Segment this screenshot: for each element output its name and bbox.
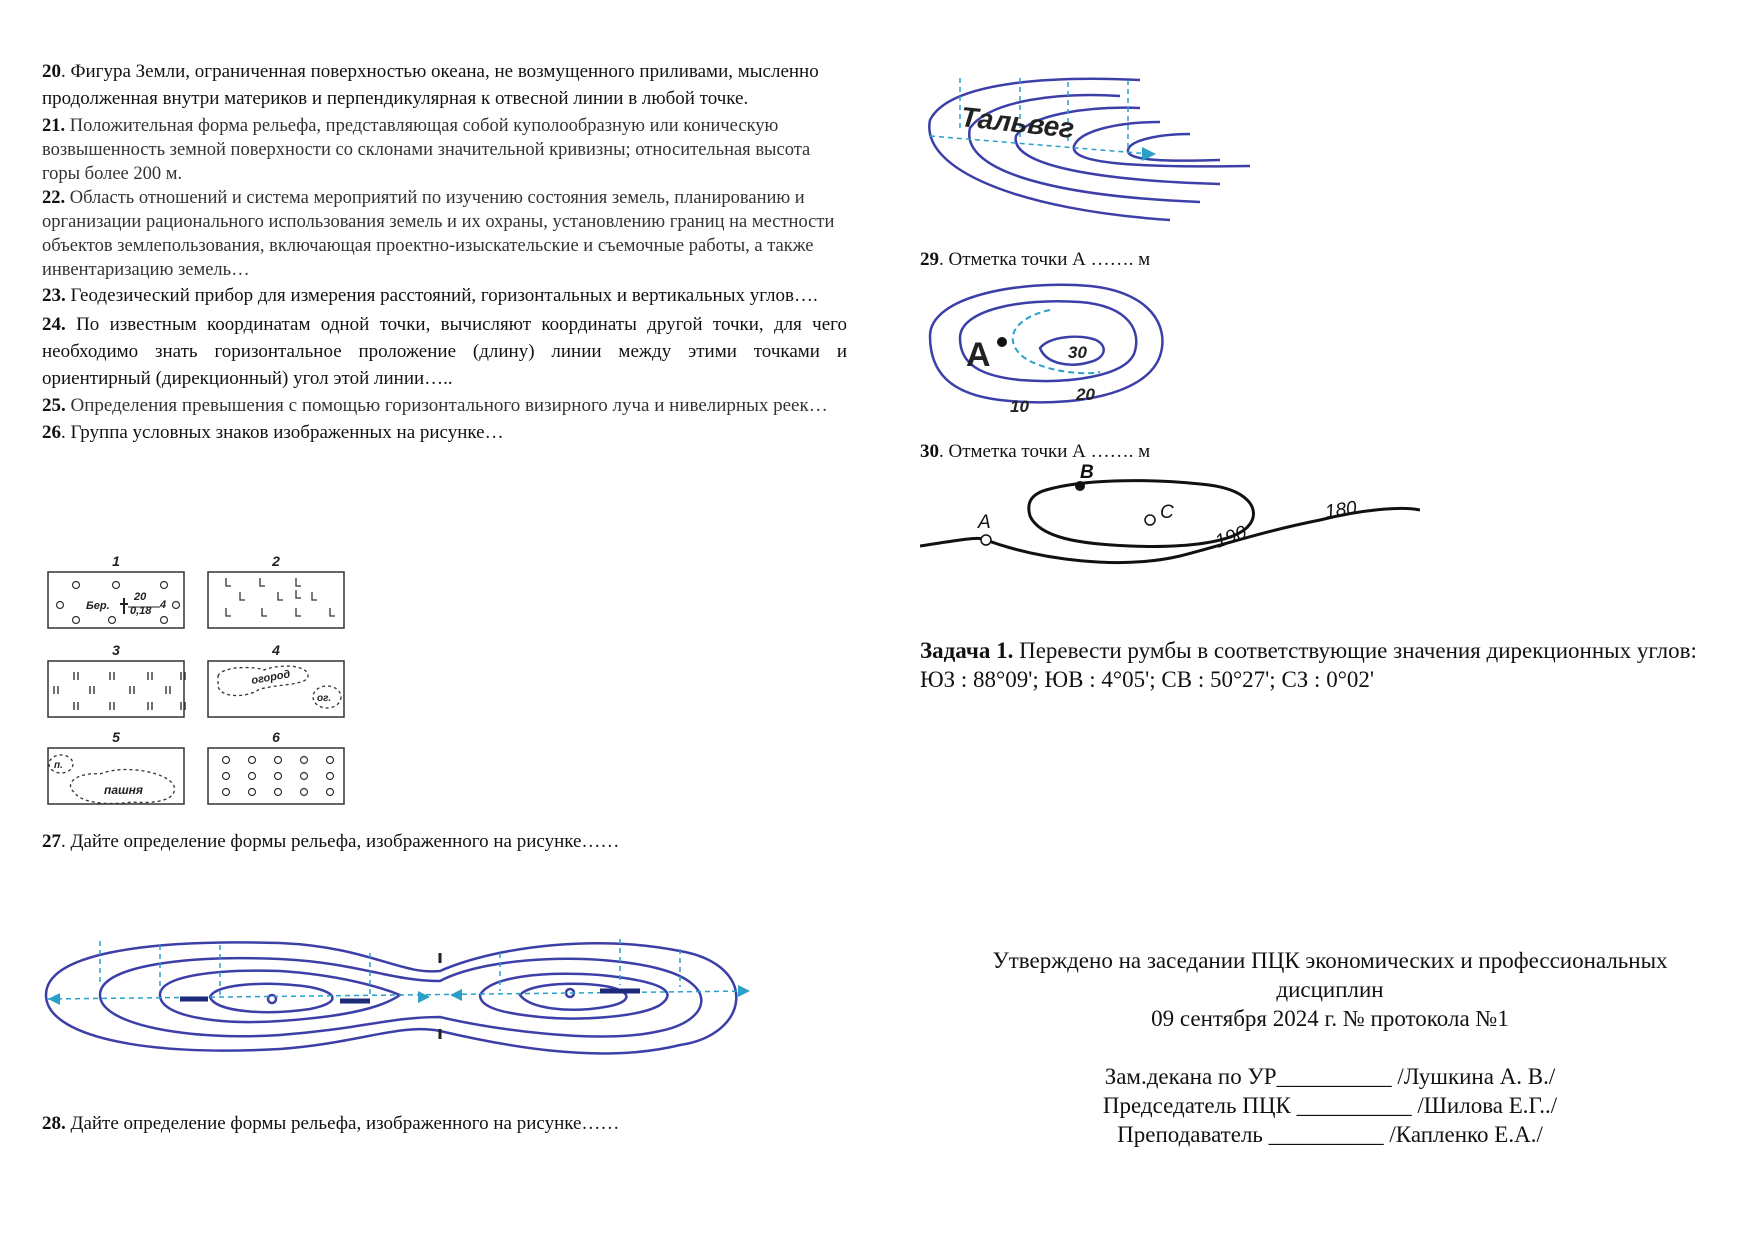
- hill-contour-figure: [920, 276, 1180, 416]
- fig30-label-190: 190: [1212, 522, 1250, 553]
- saddle-contour-figure: [40, 925, 760, 1085]
- contour-label-30: 30: [1068, 343, 1087, 362]
- question-27: 27. Дайте определение формы рельефа, изображенного на рисунке……: [42, 831, 620, 852]
- signature-teacher: Преподаватель __________ /Капленко Е.А./: [1117, 1122, 1543, 1147]
- panel-number-2: 2: [272, 553, 280, 569]
- question-22: 22. Область отношений и система мероприятий по изучению состояния земель, планированию и организации рационального использования земель и их охраны, установлению границ на местности объектов землепользования, включающая проектно-изыскательские и съемочные работы, а также инвентаризацию земель…: [42, 188, 835, 280]
- p5-field-label: пашня: [104, 783, 143, 797]
- question-21: 21. Положительная форма рельефа, представляющая собой куполообразную или коническую возвышенность земной поверхности со склонами значительной кривизны; относительная высота горы более 200 м.: [42, 116, 811, 184]
- approval-line-3: 09 сентября 2024 г. № протокола №1: [1151, 1006, 1509, 1031]
- question-24: 24. По известным координатам одной точки, вычисляют координаты другой точки, для чего необходимо знать горизонтальное проложение (длину) линии между этими точками и ориентирный (дирекционный) угол этой линии…..: [42, 314, 847, 389]
- question-26: 26. Группа условных знаков изображенных на рисунке…: [42, 422, 504, 443]
- task-1: [920, 636, 1720, 694]
- fig29-point-a-label: A: [966, 336, 991, 374]
- sign-panel-2: [208, 572, 344, 628]
- panel-number-5: 5: [112, 729, 120, 745]
- question-28: 28. Дайте определение формы рельефа, изображенного на рисунке……: [42, 1113, 620, 1134]
- p1-tree-label: Бер.: [86, 600, 110, 612]
- approval-line-1: Утверждено на заседании ПЦК экономических и профессиональных: [992, 948, 1668, 973]
- approval-line-2: дисциплин: [1276, 977, 1384, 1002]
- p1-distance-label: 4: [160, 599, 167, 611]
- panel-number-6: 6: [272, 729, 280, 745]
- panel-number-1: 1: [112, 553, 120, 569]
- point-a-marker: [981, 535, 991, 545]
- contour-label-10: 10: [1010, 397, 1029, 416]
- p4-garden-label: огород: [250, 668, 292, 687]
- sign-panel-6: [208, 748, 344, 804]
- approval-block: [920, 946, 1740, 1149]
- point-c-marker: [1145, 515, 1155, 525]
- panel-number-4: 4: [272, 642, 280, 658]
- question-25: 25. Определения превышения с помощью горизонтального визирного луча и нивелирных реек…: [42, 395, 828, 416]
- question-23: 23. Геодезический прибор для измерения расстояний, горизонтальных и вертикальных углов….: [42, 285, 818, 306]
- question-20: 20. Фигура Земли, ограниченная поверхностью океана, не возмущенного приливами, мысленно продолженная внутри материков и перпендикулярная к отвесной линии в любой точке.: [42, 61, 819, 109]
- question-29: 29. Отметка точки А ……. м: [920, 249, 1151, 270]
- sign-panel-3: [48, 661, 184, 717]
- fig30-point-a-label: A: [978, 512, 991, 533]
- task-1-title: Задача 1.: [920, 638, 1014, 663]
- question-30: 30. Отметка точки А ……. м: [920, 441, 1151, 462]
- point-a-dot: [997, 337, 1007, 347]
- fig30-label-180: 180: [1323, 497, 1359, 523]
- task-1-values: ЮЗ : 88°09'; ЮВ : 4°05'; СВ : 50°27'; СЗ : 0°02': [920, 667, 1375, 692]
- p1-height-label: 20: [134, 591, 147, 603]
- p5-small-label: п.: [54, 760, 63, 771]
- task-1-text: Перевести румбы в соответствующие значения дирекционных углов:: [1013, 638, 1697, 663]
- left-column: [42, 58, 847, 446]
- p4-small-label: ог.: [317, 693, 332, 704]
- signature-deputy-dean: Зам.декана по УР__________ /Лушкина А. В./: [1104, 1064, 1556, 1089]
- signature-chairman: Председатель ПЦК __________ /Шилова Е.Г../: [1102, 1093, 1558, 1118]
- thalweg-label: Тальвег: [959, 101, 1076, 144]
- fig30-point-c-label: C: [1160, 502, 1174, 523]
- contour-label-20: 20: [1076, 385, 1095, 404]
- elevation-contour-figure: [920, 460, 1420, 590]
- p1-diameter-label: 0,18: [130, 605, 152, 617]
- fig30-point-b-label: B: [1080, 462, 1094, 483]
- thalweg-figure: [920, 70, 1250, 230]
- panel-number-3: 3: [112, 642, 120, 658]
- conventional-signs-figure: [40, 548, 360, 813]
